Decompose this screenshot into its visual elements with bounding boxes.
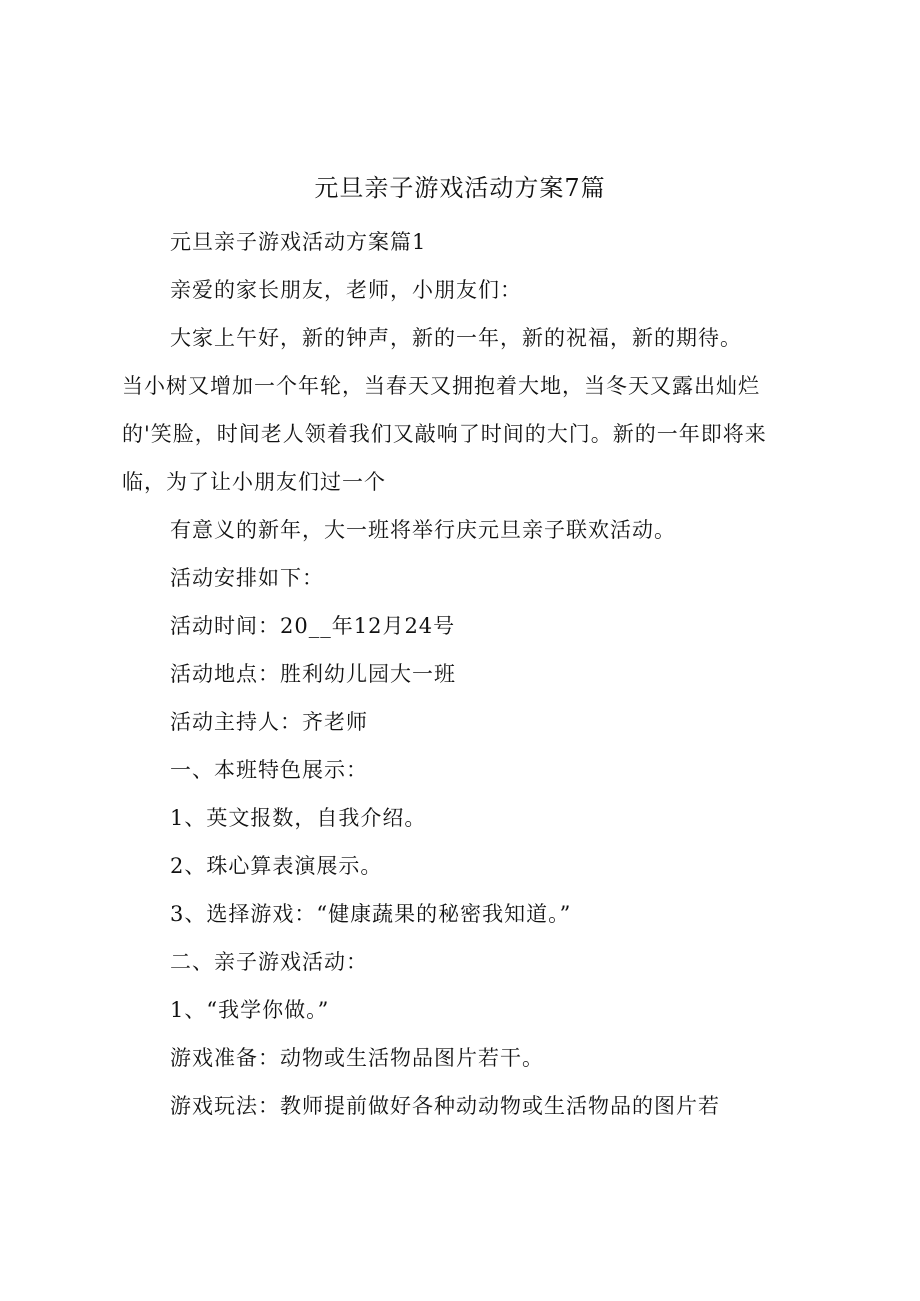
- paragraph: 活动时间：20__年12月24号: [170, 614, 456, 638]
- paragraph: 活动地点：胜利幼儿园大一班: [170, 662, 456, 686]
- paragraph: 1、英文报数，自我介绍。: [170, 806, 427, 830]
- paragraph: 3、选择游戏：“健康蔬果的秘密我知道。”: [170, 902, 572, 926]
- paragraph: 1、“我学你做。”: [170, 998, 330, 1022]
- paragraph: 临，为了让小朋友们过一个: [122, 470, 386, 494]
- paragraph: 大家上午好，新的钟声，新的一年，新的祝福，新的期待。: [170, 326, 742, 350]
- paragraph: 的'笑脸，时间老人领着我们又敲响了时间的大门。新的一年即将来: [122, 422, 767, 446]
- paragraph: 游戏准备：动物或生活物品图片若干。: [170, 1046, 544, 1070]
- paragraph: 活动安排如下：: [170, 566, 324, 590]
- paragraph: 元旦亲子游戏活动方案篇1: [170, 230, 427, 254]
- paragraph: 当小树又增加一个年轮，当春天又拥抱着大地，当冬天又露出灿烂: [122, 374, 760, 398]
- document-body: [122, 218, 812, 1130]
- paragraph: 2、珠心算表演展示。: [170, 854, 383, 878]
- paragraph: 游戏玩法：教师提前做好各种动动物或生活物品的图片若: [170, 1094, 720, 1118]
- paragraph: 二、亲子游戏活动：: [170, 950, 368, 974]
- paragraph: 一、本班特色展示：: [170, 758, 368, 782]
- document-title: 元旦亲子游戏活动方案7篇: [314, 174, 606, 202]
- paragraph: 亲爱的家长朋友，老师，小朋友们：: [170, 278, 522, 302]
- paragraph: 有意义的新年，大一班将举行庆元旦亲子联欢活动。: [170, 518, 676, 542]
- paragraph: 活动主持人：齐老师: [170, 710, 368, 734]
